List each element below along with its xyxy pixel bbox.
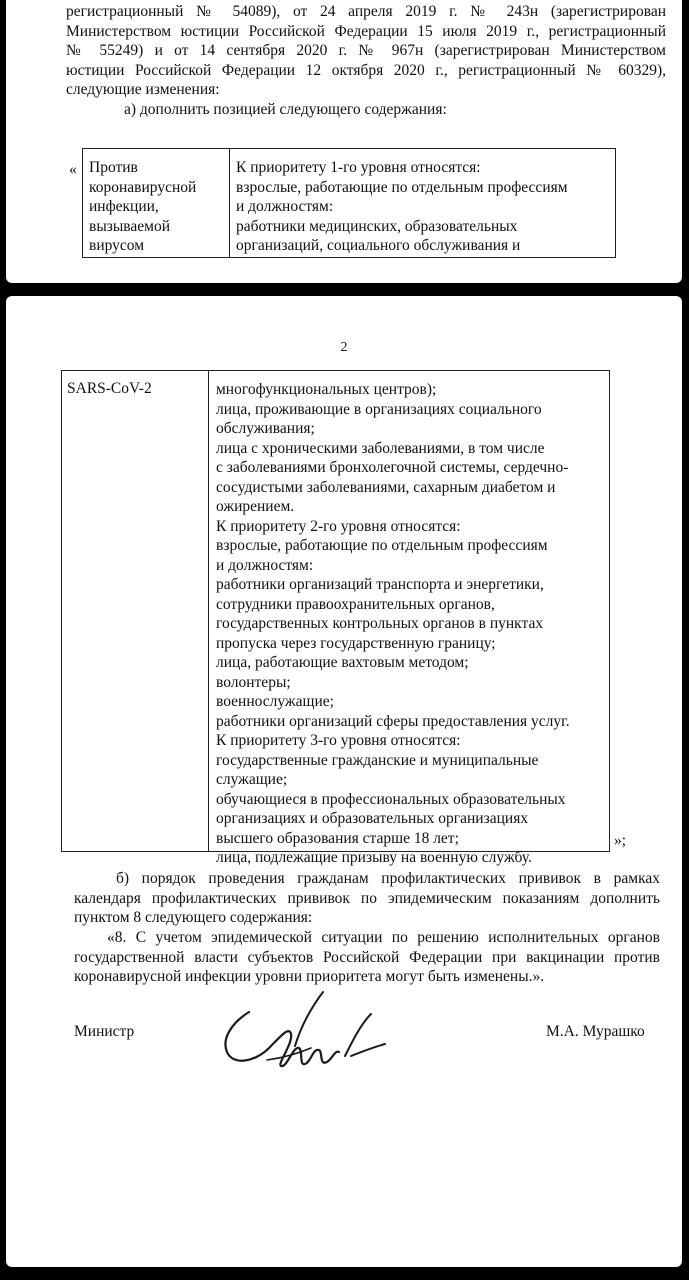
text-line: коронавирусной — [89, 178, 197, 196]
text-line: инфекции, — [89, 198, 159, 215]
text-line: с заболеваниями бронхолегочной системы, сердечно- — [216, 459, 569, 476]
text-line: лица, проживающие в организациях социального — [216, 400, 542, 418]
text-line: К приоритету 2-го уровня относятся: — [216, 517, 461, 535]
closing-quote: »; — [614, 832, 627, 849]
virus-name: SARS-CoV-2 — [67, 380, 152, 397]
text-line: волонтеры; — [216, 673, 291, 691]
text-line: государственных контрольных органов в пунктах — [216, 615, 544, 632]
text-line: работники организаций транспорта и энергетики, — [216, 576, 544, 593]
item-a: а) дополнить позицией следующего содержания: — [124, 101, 447, 118]
text-line: сотрудники правоохранительных органов, — [216, 595, 495, 613]
signatory-title: Министр — [74, 1023, 135, 1040]
text-line: календаря профилактических прививок по эпидемическим показаниям дополнить — [74, 889, 660, 907]
text-line: военнослужащие; — [216, 693, 334, 710]
text-line: «8. С учетом эпидемической ситуации по решению исполнительных органов — [107, 929, 660, 946]
text-line: обслуживания; — [216, 420, 315, 437]
disease-cell — [83, 149, 229, 257]
text-line: вирусом — [89, 237, 145, 254]
text-line: К приоритету 3-го уровня относятся: — [216, 732, 461, 749]
text-line: обучающиеся в профессиональных образовательных — [216, 790, 566, 808]
text-line: работники медицинских, образовательных — [236, 217, 518, 235]
text-line: регистрационный № 54089), от 24 апреля 2019 г. № 243н (зарегистрирован — [66, 3, 666, 20]
text-line: пунктом 8 следующего содержания: — [74, 909, 313, 927]
text-line: Министерством юстиции Российской Федерации 15 июля 2019 г., регистрационный — [66, 22, 666, 40]
priority-cell — [230, 149, 615, 257]
text-line: вызываемой — [89, 217, 170, 235]
text-line: К приоритету 1-го уровня относятся: — [236, 159, 481, 176]
text-line: взрослые, работающие по отдельным профессиям — [216, 537, 548, 554]
text-line: государственные гражданские и муниципальные — [216, 751, 539, 769]
text-line: лица с хроническими заболеваниями, в том числе — [216, 439, 545, 457]
text-line: взрослые, работающие по отдельным профессиям — [236, 178, 568, 196]
text-line: организаций, социального обслуживания и — [236, 237, 521, 254]
text-line: Против — [89, 159, 138, 176]
text-line: юстиции Российской Федерации 12 октября 2020 г., регистрационный № 60329), — [66, 61, 666, 79]
priority-table-top — [82, 148, 616, 258]
document-page-2 — [6, 296, 682, 1267]
text-line: лица, работающие вахтовым методом; — [216, 654, 469, 671]
item-b — [74, 869, 660, 928]
text-line: и должностям: — [236, 198, 334, 215]
text-line: работники организаций сферы предоставления услуг. — [216, 712, 570, 730]
text-line: сосудистыми заболеваниями, сахарным диабетом и — [216, 478, 556, 496]
priority-cell — [209, 371, 609, 866]
text-line: следующие изменения: — [66, 81, 220, 99]
priority-table-continued — [61, 370, 610, 866]
opening-quote: « — [69, 161, 77, 178]
text-line: высшего образования старше 18 лет; — [216, 829, 459, 847]
page-number: 2 — [340, 340, 348, 355]
text-line: многофункциональных центров); — [216, 381, 437, 398]
item-8 — [74, 928, 660, 987]
intro-paragraph — [66, 2, 666, 100]
text-line: коронавирусной инфекции уровни приоритета могут быть изменены.». — [74, 968, 545, 986]
signatory-name: М.А. Мурашко — [546, 1023, 645, 1040]
text-line: служащие; — [216, 771, 288, 788]
text-line: пропуска через государственную границу; — [216, 634, 496, 652]
text-line: б) порядок проведения гражданам профилактических прививок в рамках — [116, 870, 660, 887]
text-line: организациях и образовательных организациях — [216, 810, 529, 827]
text-line: лица, подлежащие призыву на военную службу. — [216, 849, 532, 866]
handwritten-signature — [211, 986, 401, 1094]
text-line: № 55249) и от 14 сентября 2020 г. № 967н (зарегистрирован Министерством — [66, 42, 666, 60]
disease-cell — [62, 371, 208, 851]
document-page-1-fragment — [6, 0, 682, 283]
text-line: государственной власти субъектов Российской Федерации при вакцинации против — [74, 948, 660, 966]
text-line: ожирением. — [216, 498, 295, 515]
text-line: и должностям: — [216, 556, 314, 574]
